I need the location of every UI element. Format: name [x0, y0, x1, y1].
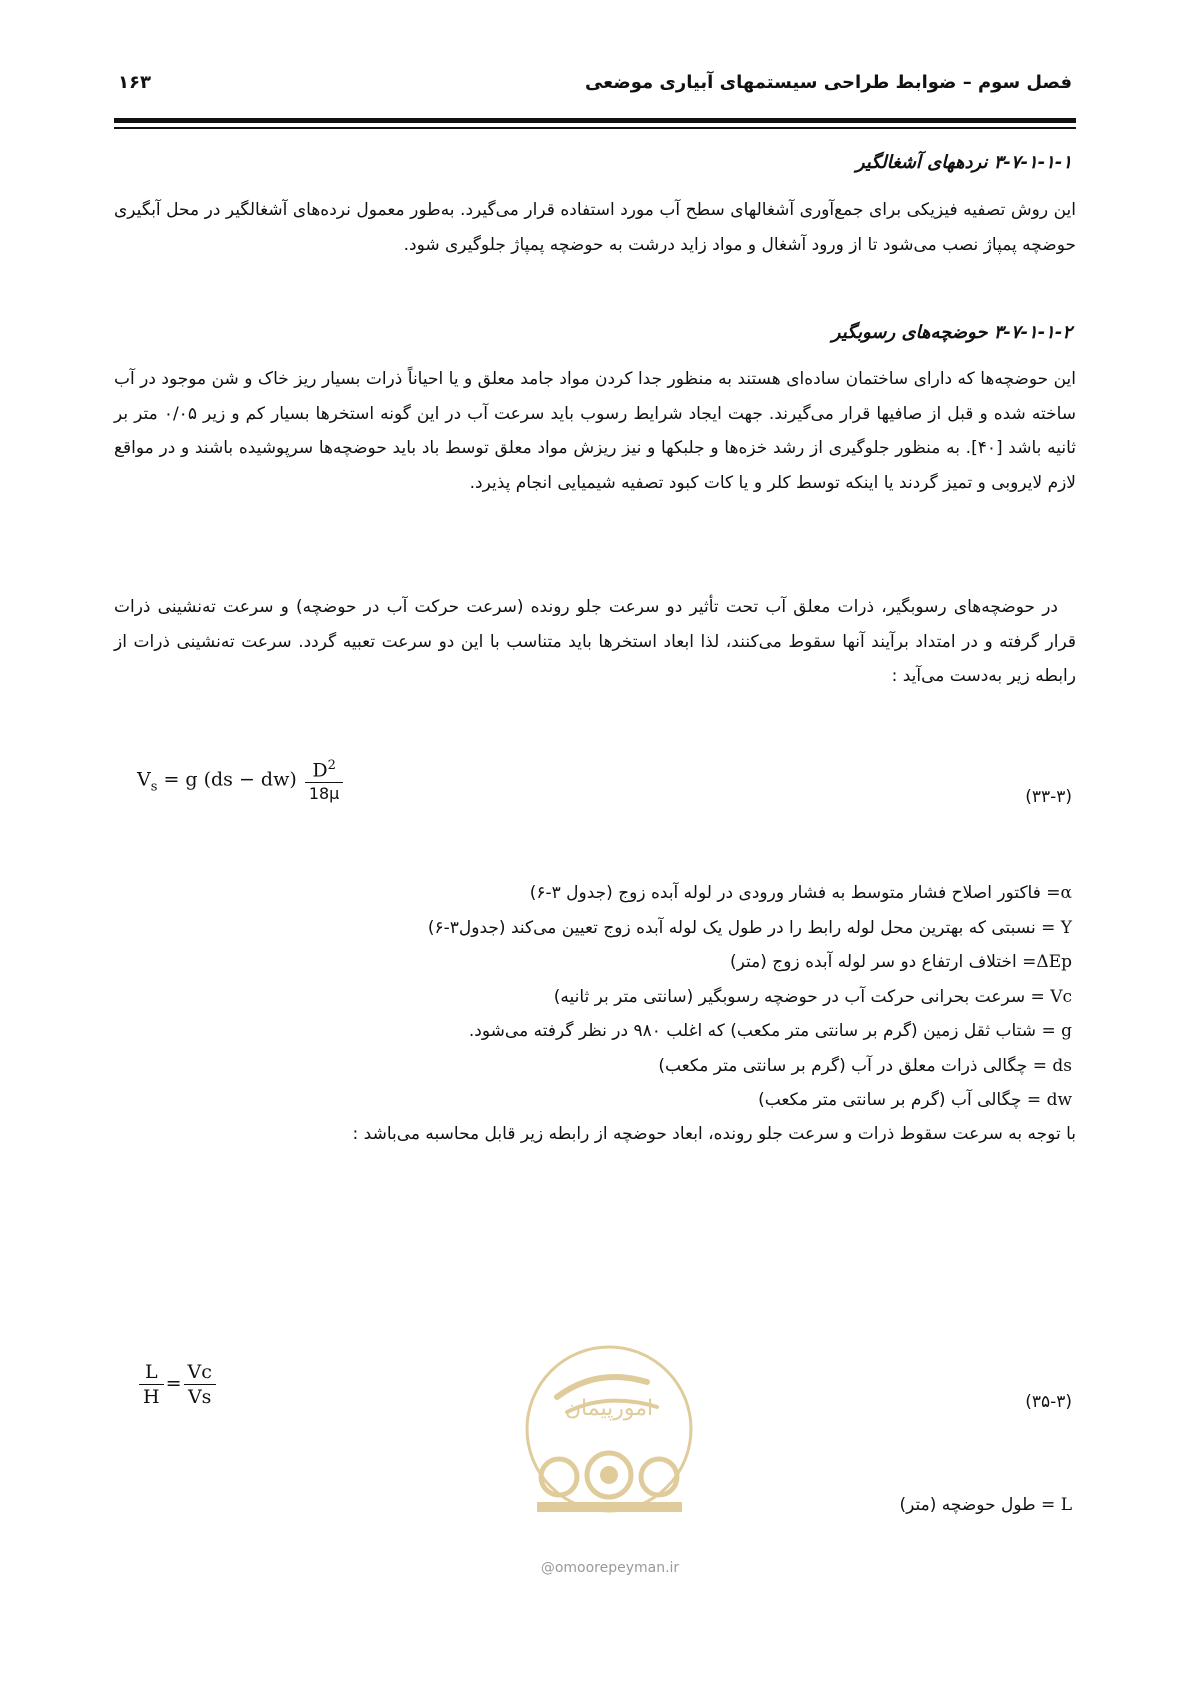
eq1-numerator: [305, 758, 344, 783]
eq2-right-numerator: Vc: [184, 1361, 216, 1385]
definition-y: [428, 911, 1072, 946]
paragraph-basin-dimensions: با توجه به سرعت سقوط ذرات و سرعت جلو رونده، ابعاد حوضچه از رابطه زیر قابل محاسبه می‌باشد :: [352, 1124, 1076, 1144]
eq2-right-denominator: Vs: [187, 1386, 212, 1408]
definition-symbol: Y: [1060, 917, 1072, 938]
eq2-left-numerator: L: [139, 1361, 164, 1385]
watermark-logo: [497, 1337, 727, 1537]
eq2-left-denominator: H: [143, 1386, 160, 1408]
definition-symbol: L: [1060, 1495, 1072, 1515]
equation-number-33: (۳۳-۳): [1025, 787, 1072, 807]
header-rule-thin: [114, 127, 1076, 129]
chapter-title: فصل سوم – ضوابط طراحی سیستمهای آبیاری موضعی: [584, 72, 1072, 93]
paragraph-settling-basins-intro: این حوضچه‌ها که دارای ساختمان ساده‌ای هستند به منظور جدا کردن مواد جامد معلق و یا احیاناً ذرات بسیار ریز خاک و شن موجود در آب ساخته شده و قبل از صافیها قرار می‌گیرند. جهت ایجاد شرایط رسوب باید سرعت آب در این گونه استخرها بسیار کم و زیر ۰/۰۵ متر بر ثانیه باشد [۴۰]. به منظور جلوگیری از رشد خزه‌ها و جلبکها و نیز ریزش مواد معلق توسط باد باید حوضچه‌ها سرپوشیده باشند و در مواقع لازم لایروبی و تمیز گردند یا اینکه توسط کلر و یا کات کبود تصفیه شیمیایی انجام پذیرد.: [114, 369, 1077, 493]
eq2-right-fraction: [184, 1361, 216, 1408]
definition-symbol: ΔEp: [1036, 952, 1072, 972]
definition-symbol: g: [1061, 1021, 1072, 1041]
eq1-denominator: 18μ: [308, 784, 340, 804]
definition-text: = نسبتی که بهترین محل لوله رابط را در طول یک لوله آبده زوج تعیین می‌کند (جدول۳-۶): [427, 917, 1061, 938]
definition-symbol: α: [1060, 883, 1072, 903]
watermark-logo-text: امورپیمان: [564, 1396, 654, 1421]
equation-number-35: (۳۵-۳): [1025, 1392, 1072, 1412]
paragraph-settling-velocity: در حوضچه‌های رسوبگیر، ذرات معلق آب تحت تأثیر دو سرعت جلو رونده (سرعت حرکت آب در حوضچه) و سرعت ته‌نشینی ذرات قرار گرفته و در امتداد برآیند آنها سقوط می‌کنند، لذا ابعاد استخرها باید متناسب با این دو سرعت تعبیه گردد. سرعت ته‌نشینی ذرات از رابطه زیر به‌دست می‌آید :: [114, 597, 1076, 686]
header-rule-thick: [114, 118, 1076, 123]
section-heading-trash-racks: ۳-۷-۱-۱-۱ نردههای آشغالگیر: [855, 152, 1072, 173]
equation-basin-ratio: $\frac{L}{H}$ = $\frac{Vc}{Vs}$: [137, 1361, 218, 1408]
definition-alpha: [428, 876, 1072, 911]
eq1-numerator-base: D: [312, 759, 328, 782]
equation-settling-velocity: [137, 758, 345, 803]
definition-length: [899, 1488, 1072, 1523]
running-header: [118, 72, 1072, 106]
eq1-fraction: [305, 758, 344, 803]
definition-text: = چگالی ذرات معلق در آب (گرم بر سانتی متر مکعب): [658, 1055, 1053, 1076]
definition-text: = سرعت بحرانی حرکت آب در حوضچه رسوبگیر (سانتی متر بر ثانیه): [553, 986, 1051, 1007]
definition-text: = فاکتور اصلاح فشار متوسط به فشار ورودی در لوله آبده زوج (جدول ۳-۶): [529, 883, 1061, 903]
paragraph-trash-racks: این روش تصفیه فیزیکی برای جمع‌آوری آشغالهای سطح آب مورد استفاده قرار می‌گیرد. به‌طور معمول نرده‌های آشغالگیر در محل آبگیری حوضچه پمپاژ نصب می‌شود تا از ورود آشغال و مواد زاید درشت به حوضچه پمپاژ جلوگیری شود.: [114, 200, 1076, 255]
page-number: ۱۶۳: [118, 72, 151, 93]
definition-g: [428, 1014, 1072, 1049]
definition-symbol: ds: [1052, 1055, 1072, 1076]
eq1-lhs-sub: s: [150, 779, 158, 795]
definition-symbol: Vc: [1050, 986, 1072, 1007]
definition-delta-ep: [428, 945, 1072, 980]
definition-text: = اختلاف ارتفاع دو سر لوله آبده زوج (متر): [730, 952, 1037, 972]
definition-text: = طول حوضچه (متر): [899, 1495, 1061, 1515]
eq1-lhs: V: [137, 768, 151, 791]
definition-text: = شتاب ثقل زمین (گرم بر سانتی متر مکعب) که اغلب ۹۸۰ در نظر گرفته می‌شود.: [468, 1021, 1062, 1041]
watermark-emblem-icon: [497, 1337, 727, 1537]
definition-vc: [428, 980, 1072, 1015]
watermark-url: @omoorepeyman.ir: [540, 1560, 680, 1576]
definition-ds: [428, 1049, 1072, 1084]
definition-dw: [428, 1083, 1072, 1118]
eq2-left-fraction: [139, 1361, 164, 1408]
definition-text: = چگالی آب (گرم بر سانتی متر مکعب): [758, 1090, 1047, 1110]
section-heading-settling-basins: ۳-۷-۱-۱-۲ حوضچه‌های رسوبگیر: [831, 322, 1072, 343]
eq1-middle: = g (ds − dw): [157, 768, 303, 791]
definition-symbol: dw: [1046, 1090, 1072, 1110]
eq1-numerator-sup: 2: [327, 758, 336, 773]
variable-definitions: [428, 876, 1072, 1118]
